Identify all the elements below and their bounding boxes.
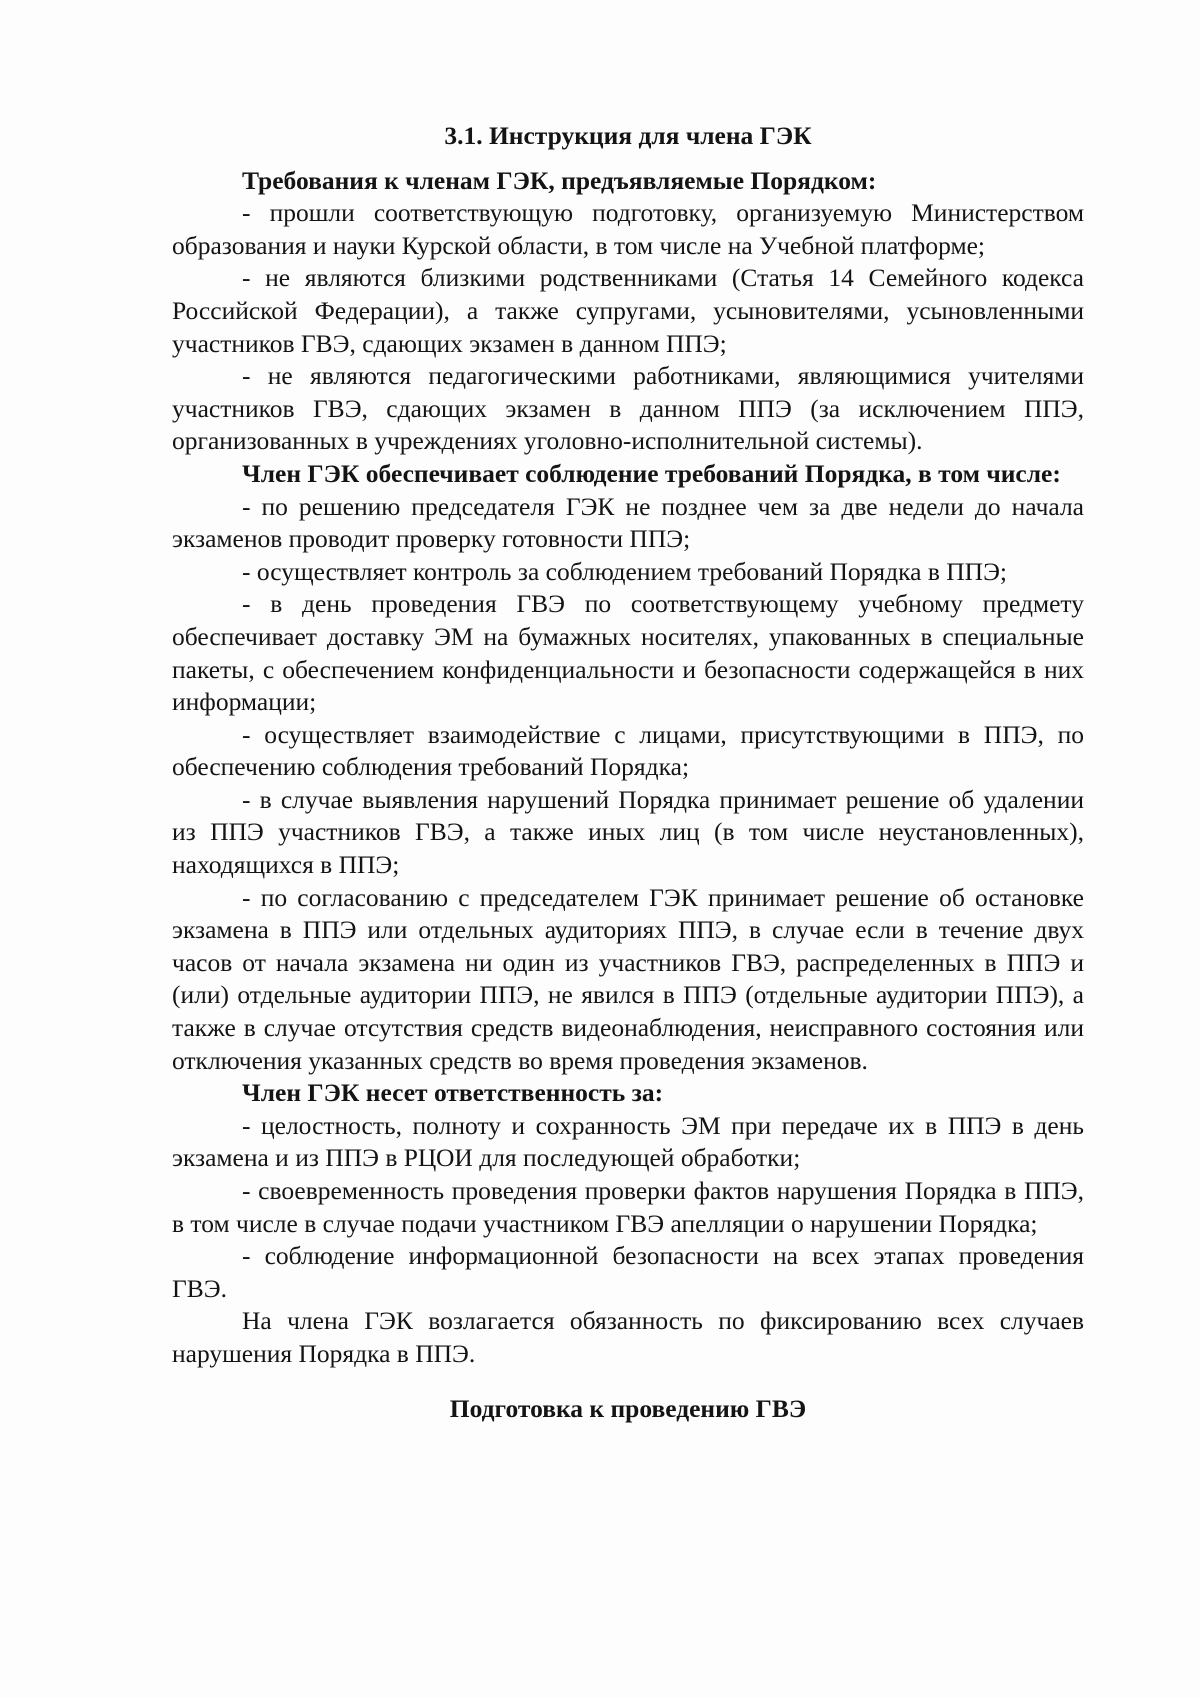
requirement-item-2: - не являются близкими родственниками (Статья 14 Семейного кодекса Российской Федерации), а также супругами, усыновителями, усыновленными участников ГВЭ, сдающих экзамен в данном ППЭ; <box>172 263 1084 358</box>
requirement-item-1: - прошли соответствующую подготовку, организуемую Министерством образования и науки Курской области, в том числе на Учебной платформе; <box>172 198 1084 260</box>
responsibility-heading: Член ГЭК несет ответственность за: <box>242 1078 664 1108</box>
document-title: 3.1. Инструкция для члена ГЭК <box>444 121 812 150</box>
responsibility-item-3: - соблюдение информационной безопасности на всех этапах проведения ГВЭ. <box>172 1241 1084 1303</box>
duties-heading: Член ГЭК обеспечивает соблюдение требований Порядка, в том числе: <box>242 458 1061 488</box>
responsibility-item-2: - своевременность проведения проверки фактов нарушения Порядка в ППЭ, в том числе в случае подачи участником ГВЭ апелляции о нарушении Порядка; <box>172 1176 1084 1238</box>
responsibility-item-1: - целостность, полноту и сохранность ЭМ при передаче их в ППЭ в день экзамена и из ППЭ в РЦОИ для последующей обработки; <box>172 1110 1084 1173</box>
duty-item-1: - по решению председателя ГЭК не позднее чем за две недели до начала экзаменов проводит проверку готовности ППЭ; <box>172 491 1084 554</box>
requirements-heading: Требования к членам ГЭК, предъявляемые Порядком: <box>242 165 877 195</box>
duty-item-3: - в день проведения ГВЭ по соответствующему учебному предмету обеспечивает доставку ЭМ на бумажных носителях, упакованных в специальные пакеты, с обеспечением конфиденциальности и безопасности содержащейся в них информации; <box>172 589 1084 717</box>
document-body <box>172 120 1084 1425</box>
duty-item-4: - осуществляет взаимодействие с лицами, присутствующими в ППЭ, по обеспечению соблюдения требований Порядка; <box>172 719 1084 782</box>
next-section-title: Подготовка к проведению ГВЭ <box>449 1393 807 1423</box>
closing-paragraph: На члена ГЭК возлагается обязанность по фиксированию всех случаев нарушения Порядка в ППЭ. <box>172 1306 1084 1368</box>
requirement-item-3: - не являются педагогическими работниками, являющимися учителями участников ГВЭ, сдающих экзамен в данном ППЭ (за исключением ППЭ, организованных в учреждениях уголовно-исполнительной системы). <box>172 361 1084 456</box>
duty-item-5: - в случае выявления нарушений Порядка принимает решение об удалении из ППЭ участников ГВЭ, а также иных лиц (в том числе неустановленных), находящихся в ППЭ; <box>172 784 1084 880</box>
duty-item-2: - осуществляет контроль за соблюдением требований Порядка в ППЭ; <box>242 556 1007 586</box>
duty-item-6: - по согласованию с председателем ГЭК принимает решение об остановке экзамена в ППЭ или отдельных аудиториях ППЭ, в случае если в течение двух часов от начала экзамена ни один из участников ГВЭ, распределенных в ППЭ и (или) отдельные аудитории ППЭ, не явился в ППЭ (отдельные аудитории ППЭ), а также в случае отсутствия средств видеонаблюдения, неисправного состояния или отключения указанных средств во время проведения экзаменов. <box>172 882 1084 1075</box>
